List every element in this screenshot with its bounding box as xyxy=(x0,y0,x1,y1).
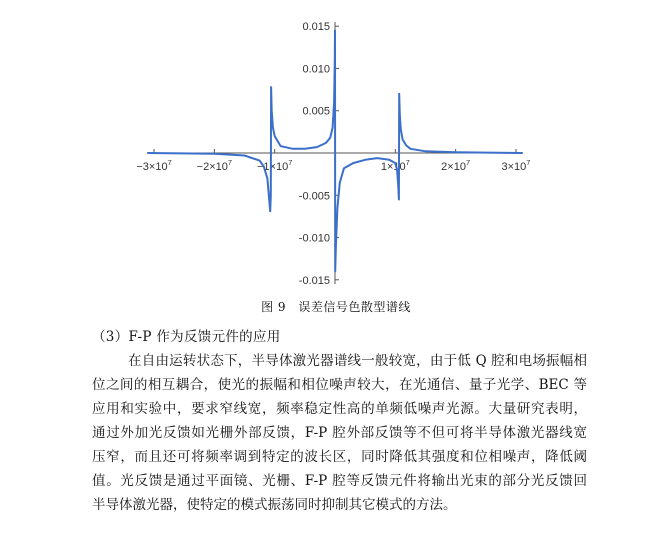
paragraph-line: 通过外加光反馈如光栅外部反馈，F-P 腔外部反馈等不但可将半导体激光器线宽 xyxy=(92,425,587,441)
body-paragraph xyxy=(92,349,587,517)
chart-canvas xyxy=(136,18,531,290)
x-tick-label: $1\times 10^7$ xyxy=(380,158,410,173)
y-tick-label: 0.010 xyxy=(302,63,330,76)
y-tick-label: 0.015 xyxy=(302,21,330,34)
y-tick-label: 0.005 xyxy=(302,105,330,118)
x-tick-label: $3\times 10^7$ xyxy=(501,158,531,173)
paragraph-line: 值。光反馈是通过平面镜、光栅、F-P 腔等反馈元件将输出光束的部分光反馈回 xyxy=(92,473,587,489)
y-tick-label: -0.010 xyxy=(298,232,330,245)
x-tick-label: $-2\times 10^7$ xyxy=(196,158,233,173)
figure-title: 误差信号色散型谱线 xyxy=(298,300,411,314)
series-line-error-signal xyxy=(148,31,522,272)
error-signal-chart xyxy=(136,18,531,290)
y-tick-label: -0.005 xyxy=(298,190,330,203)
paragraph-line: 位之间的相互耦合，使光的振幅和相位噪声较大，在光通信、量子光学、BEC 等 xyxy=(92,377,587,393)
x-tick-label: $-1\times 10^7$ xyxy=(256,158,293,173)
x-tick-label: $-3\times 10^7$ xyxy=(136,158,172,173)
paragraph-line: 压窄，而且还可将频率调到特定的波长区，同时降低其强度和位相噪声，降低阈 xyxy=(92,449,587,465)
paragraph-line: 在自由运转状态下，半导体激光器谱线一般较宽，由于低 Q 腔和电场振幅相 xyxy=(128,353,587,369)
figure-number: 图 9 xyxy=(261,300,287,314)
figure-caption xyxy=(0,298,672,315)
paragraph-line: 半导体激光器，使特定的模式振荡同时抑制其它模式的方法。 xyxy=(92,497,457,513)
paragraph-line: 应用和实验中，要求窄线宽，频率稳定性高的单频低噪声光源。大量研究表明， xyxy=(92,401,587,417)
x-tick-label: $2\times 10^7$ xyxy=(441,158,471,173)
section-heading: （3）F-P 作为反馈元件的应用 xyxy=(92,329,281,345)
y-tick-label: -0.015 xyxy=(298,274,330,287)
